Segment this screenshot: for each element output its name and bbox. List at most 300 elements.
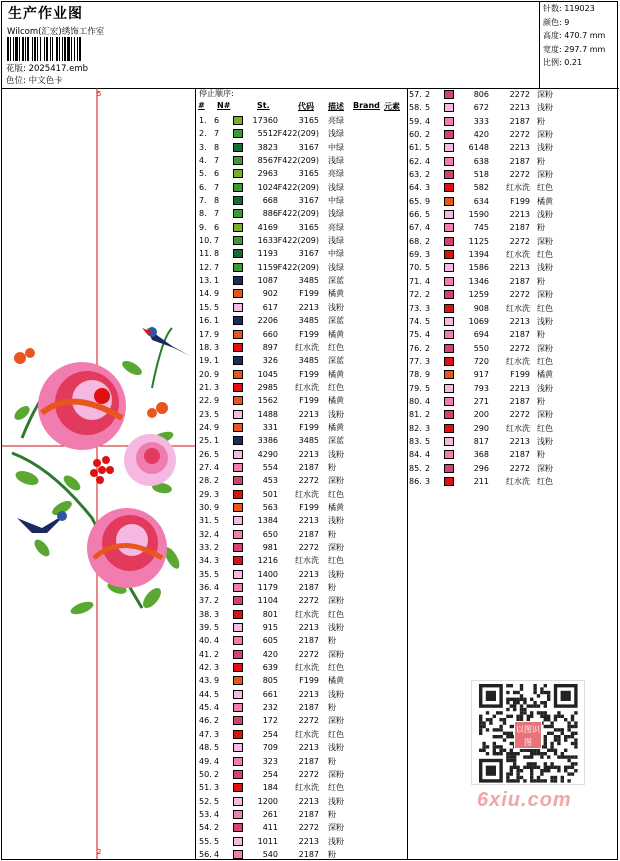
row-number: 38.	[199, 609, 212, 619]
row-code: F199	[299, 502, 319, 512]
row-desc: 橘黄	[328, 502, 344, 512]
row-number: 67.	[409, 223, 422, 233]
col-element: 元素	[384, 102, 400, 111]
row-number: 64.	[409, 183, 422, 193]
row-desc: 亮绿	[328, 169, 344, 179]
row-stitches: 554	[262, 462, 278, 472]
row-desc: 浅粉	[328, 302, 344, 312]
row-needle: 5	[214, 302, 220, 312]
row-needle: 9	[214, 396, 220, 406]
row-stitches: 1633	[257, 236, 278, 246]
table-row	[198, 167, 406, 180]
row-code: 2187	[509, 156, 530, 166]
row-desc: 深粉	[328, 716, 344, 726]
svg-text:5: 5	[97, 90, 102, 98]
color-swatch	[233, 263, 243, 272]
row-desc: 红色	[537, 303, 553, 313]
table-row	[409, 328, 545, 341]
color-swatch	[444, 143, 454, 152]
row-code: 红水洗	[295, 729, 319, 739]
row-desc: 深粉	[537, 90, 553, 99]
color-swatch	[444, 397, 454, 406]
row-number: 42.	[199, 663, 212, 673]
row-needle: 3	[214, 382, 220, 392]
row-number: 65.	[409, 196, 422, 206]
row-needle: 5	[425, 210, 431, 220]
row-desc: 深蓝	[328, 356, 344, 366]
stat-stitches: 针数: 119023	[543, 4, 595, 13]
table-row	[198, 621, 406, 634]
table-row	[409, 248, 553, 261]
row-number: 85.	[409, 463, 422, 473]
row-desc: 橘黄	[537, 196, 553, 206]
embroidery-preview	[2, 88, 195, 859]
table-row	[198, 781, 406, 794]
row-needle: 7	[214, 209, 220, 219]
row-number: 24.	[199, 422, 212, 432]
table-row	[198, 808, 406, 821]
row-code: 2213	[509, 383, 530, 393]
row-stitches: 17360	[252, 116, 278, 125]
row-number: 61.	[409, 143, 422, 153]
row-number: 83.	[409, 436, 422, 446]
row-number: 57.	[409, 90, 422, 99]
color-card-label: 色位:	[6, 76, 26, 86]
row-number: 76.	[409, 343, 422, 353]
row-desc: 红色	[537, 476, 553, 486]
row-number: 40.	[199, 636, 212, 646]
row-desc: 橘黄	[328, 329, 344, 339]
color-swatch	[233, 770, 243, 779]
table-row	[198, 848, 406, 861]
color-swatch	[233, 716, 243, 725]
row-number: 86.	[409, 476, 422, 486]
row-code: 2272	[298, 823, 319, 833]
row-code: 2187	[298, 636, 319, 646]
row-number: 13.	[199, 276, 212, 286]
stat-height: 高度: 470.7 mm	[543, 31, 606, 40]
table-row	[198, 488, 406, 501]
row-needle: 5	[425, 263, 431, 273]
row-needle: 7	[214, 129, 220, 139]
row-needle: 2	[425, 130, 431, 140]
color-swatch	[233, 596, 243, 605]
row-desc: 粉	[537, 156, 545, 166]
row-number: 14.	[199, 289, 212, 299]
stat-colors: 颜色: 9	[543, 17, 570, 27]
row-needle: 5	[425, 143, 431, 153]
color-swatch	[233, 209, 243, 218]
table-row	[198, 141, 406, 154]
row-stitches: 793	[473, 383, 489, 393]
table-row	[198, 247, 406, 260]
row-desc: 红色	[328, 609, 344, 619]
table-row	[198, 474, 406, 487]
row-stitches: 1394	[468, 250, 489, 260]
color-swatch	[444, 223, 454, 232]
row-code: 2272	[509, 90, 530, 99]
row-needle: 7	[214, 262, 220, 272]
row-stitches: 981	[262, 543, 278, 552]
row-number: 36.	[199, 583, 212, 593]
row-desc: 粉	[537, 450, 545, 460]
table-row	[198, 568, 406, 581]
color-table-col2	[409, 88, 553, 488]
row-code: 2272	[509, 170, 530, 180]
row-code: 2213	[298, 409, 319, 419]
row-code: 红水洗	[295, 783, 319, 793]
row-code: 3485	[298, 316, 319, 326]
color-swatch	[233, 556, 243, 565]
table-row	[409, 101, 553, 114]
row-stitches: 1179	[257, 583, 278, 593]
row-code: F199	[510, 370, 530, 380]
row-stitches: 1193	[257, 249, 278, 259]
row-code: F199	[299, 676, 319, 686]
row-number: 30.	[199, 502, 212, 512]
row-desc: 浅绿	[328, 129, 344, 139]
row-stitches: 326	[262, 356, 278, 366]
row-number: 50.	[199, 769, 212, 779]
row-number: 34.	[199, 556, 212, 566]
color-swatch	[444, 103, 454, 112]
table-row	[198, 674, 406, 687]
row-desc: 深粉	[537, 290, 553, 300]
table-row	[198, 581, 406, 594]
color-swatch	[233, 236, 243, 245]
row-code: 2272	[509, 130, 530, 140]
row-code: 3485	[298, 436, 319, 446]
row-number: 80.	[409, 396, 422, 406]
color-swatch	[233, 370, 243, 379]
row-number: 33.	[199, 543, 212, 552]
row-stitches: 211	[473, 476, 489, 486]
row-code: 红水洗	[295, 382, 319, 392]
stop-order-label: 停止顺序:	[199, 89, 234, 98]
row-stitches: 518	[473, 170, 489, 180]
color-swatch	[233, 169, 243, 178]
row-needle: 3	[214, 342, 220, 352]
table-row	[198, 448, 406, 461]
row-code: 2213	[509, 436, 530, 446]
color-card-line	[6, 74, 63, 86]
row-needle: 7	[214, 182, 220, 192]
row-number: 23.	[199, 409, 212, 419]
row-code: 2187	[298, 703, 319, 713]
table-row	[409, 235, 553, 248]
row-code: 3485	[298, 356, 319, 366]
color-swatch	[233, 156, 243, 165]
color-swatch	[233, 463, 243, 472]
row-code: F199	[299, 396, 319, 406]
row-number: 18.	[199, 342, 212, 352]
table-row	[198, 688, 406, 701]
table-row	[198, 755, 406, 768]
row-needle: 4	[214, 462, 220, 472]
row-desc: 红色	[328, 342, 344, 352]
row-stitches: 420	[262, 649, 278, 659]
table-row	[409, 462, 553, 475]
row-needle: 2	[425, 170, 431, 180]
color-swatch	[233, 249, 243, 258]
table-row	[409, 208, 553, 221]
row-number: 17.	[199, 329, 212, 339]
row-stitches: 2963	[257, 169, 278, 179]
row-number: 45.	[199, 703, 212, 713]
row-desc: 橘黄	[328, 676, 344, 686]
table-row	[198, 501, 406, 514]
color-swatch	[233, 663, 243, 672]
row-needle: 3	[425, 183, 431, 193]
table-row	[198, 381, 406, 394]
row-desc: 浅绿	[328, 209, 344, 219]
row-code: 2272	[509, 343, 530, 353]
color-swatch	[444, 183, 454, 192]
row-code: 3167	[298, 196, 319, 206]
row-stitches: 582	[473, 183, 489, 193]
row-needle: 2	[425, 463, 431, 473]
table-row	[409, 141, 553, 154]
row-needle: 5	[214, 516, 220, 526]
table-row	[198, 514, 406, 527]
row-stitches: 661	[262, 689, 278, 699]
row-number: 43.	[199, 676, 212, 686]
row-needle: 1	[214, 276, 220, 286]
row-code: 2213	[509, 263, 530, 273]
color-swatch	[233, 530, 243, 539]
row-stitches: 1259	[468, 290, 489, 300]
row-needle: 3	[425, 476, 431, 486]
row-needle: 9	[425, 196, 431, 206]
row-needle: 9	[425, 370, 431, 380]
row-number: 20.	[199, 369, 212, 379]
row-number: 37.	[199, 596, 212, 606]
color-swatch	[233, 850, 243, 859]
row-stitches: 1562	[257, 396, 278, 406]
row-desc: 红色	[328, 783, 344, 793]
color-swatch	[444, 410, 454, 419]
table-row	[198, 341, 406, 354]
table-row	[409, 448, 545, 461]
row-code: F422(209)	[277, 236, 319, 246]
row-needle: 2	[425, 90, 431, 99]
row-stitches: 917	[473, 370, 489, 380]
row-code: 红水洗	[506, 303, 530, 313]
table-row	[409, 475, 553, 488]
company-name: Wilcom(汇宏)绣饰工作室	[7, 27, 105, 37]
color-swatch	[233, 410, 243, 419]
row-number: 46.	[199, 716, 212, 726]
row-desc: 浅绿	[328, 156, 344, 166]
row-number: 82.	[409, 423, 422, 433]
row-number: 41.	[199, 649, 212, 659]
color-swatch	[444, 304, 454, 313]
row-number: 75.	[409, 330, 422, 340]
row-needle: 2	[214, 596, 220, 606]
row-stitches: 1384	[257, 516, 278, 526]
table-row	[198, 795, 406, 808]
row-needle: 4	[214, 529, 220, 539]
row-needle: 9	[214, 369, 220, 379]
row-needle: 5	[214, 569, 220, 579]
table-row	[409, 168, 553, 181]
table-row	[198, 207, 406, 220]
row-number: 12.	[199, 262, 212, 272]
row-stitches: 296	[473, 463, 489, 473]
row-needle: 4	[214, 583, 220, 593]
row-number: 52.	[199, 796, 212, 806]
row-number: 58.	[409, 103, 422, 113]
row-desc: 粉	[328, 703, 336, 713]
col-brand: Brand	[353, 101, 380, 110]
table-row	[409, 422, 553, 435]
row-code: 2272	[509, 410, 530, 420]
color-swatch	[233, 610, 243, 619]
row-needle: 5	[425, 436, 431, 446]
color-swatch	[444, 237, 454, 246]
row-stitches: 902	[262, 289, 278, 299]
row-code: 2272	[298, 476, 319, 486]
row-number: 8.	[199, 209, 207, 219]
color-swatch	[444, 424, 454, 433]
row-number: 63.	[409, 170, 422, 180]
row-number: 31.	[199, 516, 212, 526]
table-row	[198, 541, 406, 554]
row-stitches: 672	[473, 103, 489, 113]
table-row	[198, 728, 406, 741]
row-stitches: 1200	[257, 796, 278, 806]
row-code: 2272	[509, 236, 530, 246]
row-stitches: 331	[262, 422, 278, 432]
row-code: 红水洗	[295, 609, 319, 619]
row-number: 55.	[199, 836, 212, 846]
row-code: 2187	[298, 756, 319, 766]
row-stitches: 271	[473, 396, 489, 406]
row-desc: 粉	[328, 849, 336, 859]
row-stitches: 1216	[257, 556, 278, 566]
row-needle: 9	[214, 422, 220, 432]
color-swatch	[233, 343, 243, 352]
row-desc: 粉	[328, 462, 336, 472]
row-stitches: 1011	[257, 836, 278, 846]
color-swatch	[444, 117, 454, 126]
row-code: 2272	[509, 463, 530, 473]
color-card-value: 中文色卡	[28, 76, 63, 86]
table-row	[198, 328, 406, 341]
color-swatch	[233, 730, 243, 739]
table-row	[198, 821, 406, 834]
row-needle: 5	[214, 689, 220, 699]
row-stitches: 650	[262, 529, 278, 539]
row-needle: 3	[425, 250, 431, 260]
row-desc: 橘黄	[328, 422, 344, 432]
row-code: 红水洗	[295, 489, 319, 499]
color-swatch	[233, 196, 243, 205]
row-code: 红水洗	[295, 342, 319, 352]
row-code: 2187	[509, 276, 530, 286]
row-needle: 3	[214, 663, 220, 673]
row-stitches: 817	[473, 436, 489, 446]
row-code: 2272	[298, 596, 319, 606]
row-stitches: 638	[473, 156, 489, 166]
table-row	[198, 394, 406, 407]
table-row	[409, 395, 545, 408]
row-stitches: 4169	[257, 222, 278, 232]
row-needle: 1	[214, 356, 220, 366]
row-code: 2213	[298, 836, 319, 846]
row-number: 81.	[409, 410, 422, 420]
row-code: 3167	[298, 249, 319, 259]
row-needle: 2	[425, 410, 431, 420]
row-desc: 深粉	[328, 769, 344, 779]
row-code: 3165	[298, 116, 319, 125]
row-needle: 3	[425, 356, 431, 366]
color-swatch	[233, 129, 243, 138]
row-desc: 粉	[537, 276, 545, 286]
row-code: F422(209)	[277, 262, 319, 272]
row-needle: 2	[425, 343, 431, 353]
row-number: 29.	[199, 489, 212, 499]
row-stitches: 184	[262, 783, 278, 793]
row-code: 2272	[298, 716, 319, 726]
table-row	[409, 288, 553, 301]
design-file: 2025417.emb	[28, 64, 89, 74]
row-needle: 2	[214, 769, 220, 779]
color-swatch	[233, 650, 243, 659]
row-needle: 3	[425, 303, 431, 313]
row-desc: 粉	[537, 396, 545, 406]
color-swatch	[444, 130, 454, 139]
color-swatch	[233, 676, 243, 685]
row-number: 21.	[199, 382, 212, 392]
row-code: 2213	[509, 143, 530, 153]
row-stitches: 254	[262, 729, 278, 739]
row-stitches: 420	[473, 130, 489, 140]
row-code: F422(209)	[277, 182, 319, 192]
row-number: 11.	[199, 249, 212, 259]
row-code: 2187	[509, 330, 530, 340]
color-swatch	[444, 250, 454, 259]
row-stitches: 897	[262, 342, 278, 352]
table-row	[198, 714, 406, 727]
color-swatch	[444, 317, 454, 326]
row-code: 2213	[298, 689, 319, 699]
row-code: 2213	[509, 210, 530, 220]
color-swatch	[233, 516, 243, 525]
color-swatch	[444, 437, 454, 446]
color-swatch	[233, 383, 243, 392]
color-swatch	[233, 223, 243, 232]
table-row	[198, 461, 406, 474]
row-stitches: 501	[262, 489, 278, 499]
row-desc: 浅粉	[328, 516, 344, 526]
color-swatch	[233, 450, 243, 459]
row-needle: 2	[214, 649, 220, 659]
row-code: 2187	[298, 809, 319, 819]
color-table-col1	[198, 114, 406, 861]
row-needle: 2	[214, 823, 220, 833]
row-desc: 深粉	[328, 543, 344, 552]
table-row	[198, 528, 406, 541]
color-swatch	[233, 356, 243, 365]
row-needle: 5	[214, 623, 220, 633]
color-swatch	[233, 436, 243, 445]
row-desc: 浅粉	[537, 210, 553, 220]
row-code: 2187	[509, 116, 530, 126]
row-stitches: 200	[473, 410, 489, 420]
row-needle: 1	[214, 436, 220, 446]
row-desc: 中绿	[328, 196, 344, 206]
